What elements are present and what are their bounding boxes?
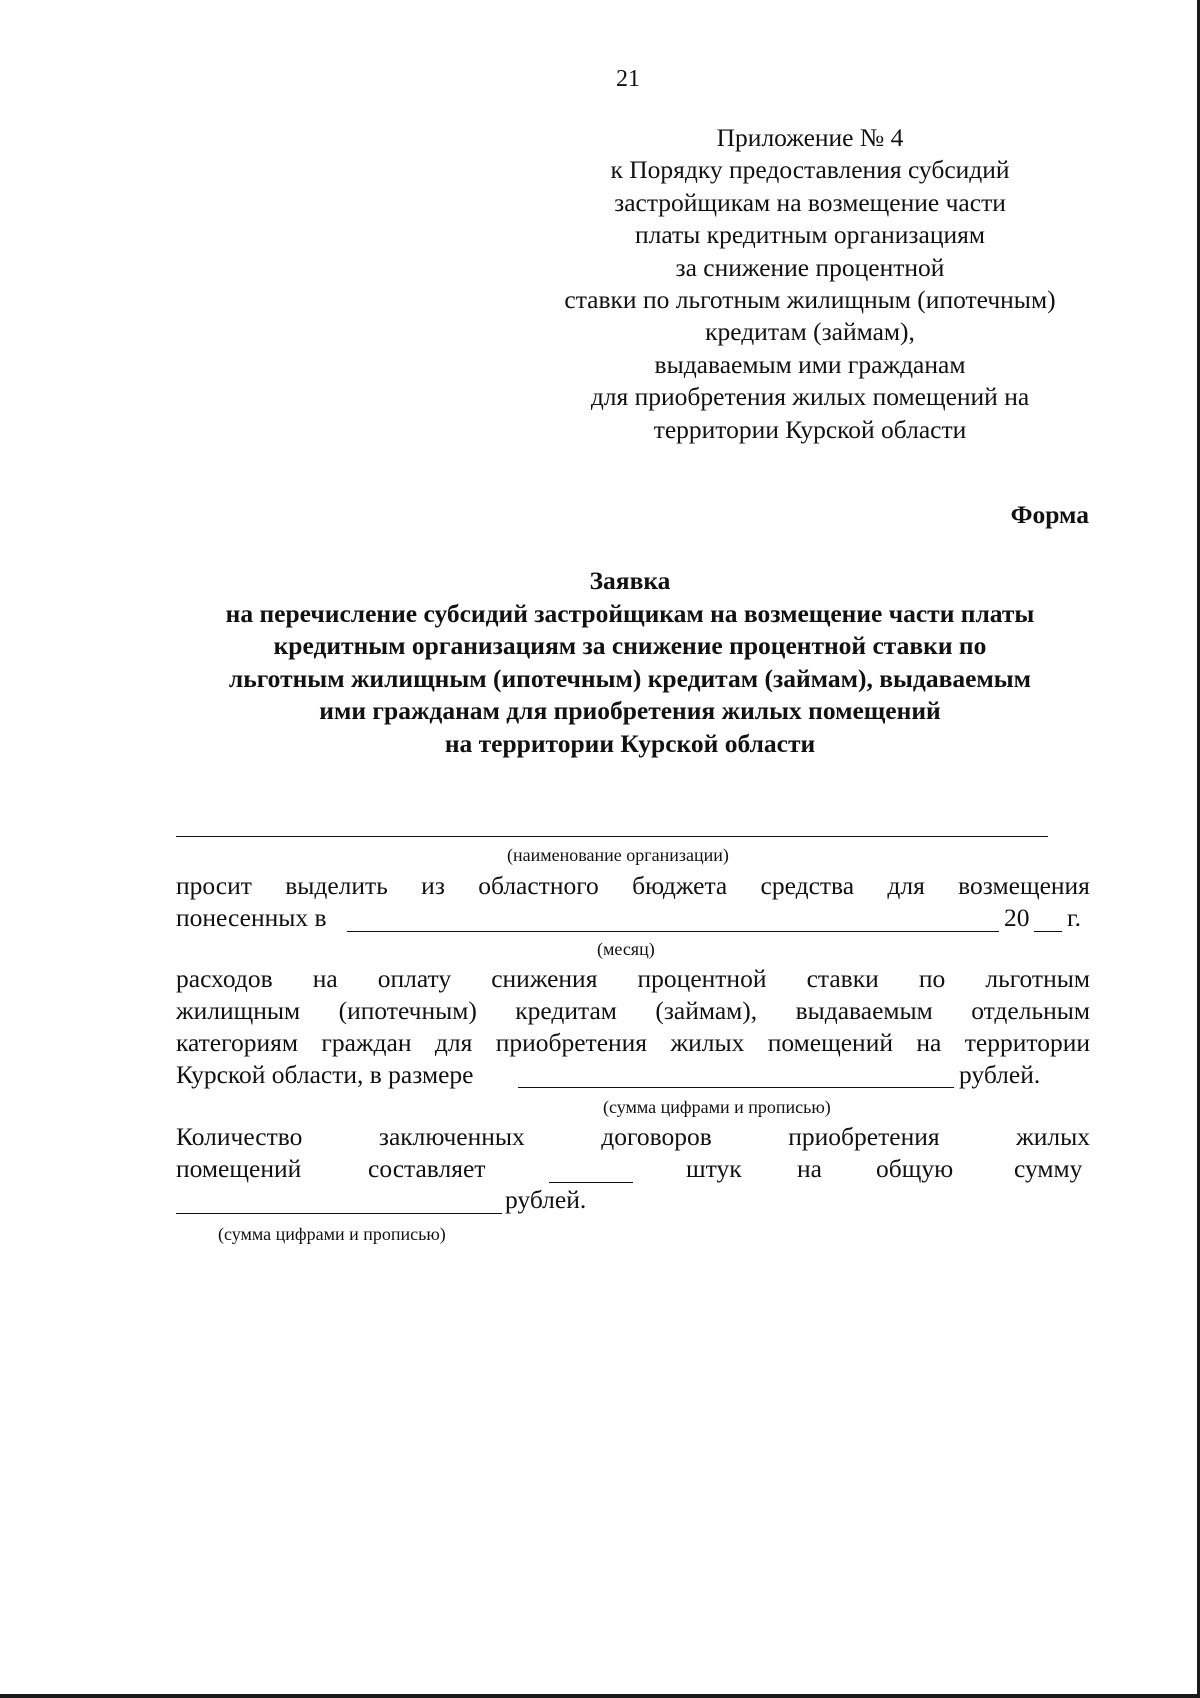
document-title: [140, 565, 1120, 760]
body-word: заключенных: [378, 1122, 525, 1151]
body-word: договоров: [601, 1122, 712, 1151]
appendix-line: для приобретения жилых помещений на: [590, 382, 1030, 412]
body-line-2-left: понесенных в: [176, 903, 327, 932]
contracts-count-field[interactable]: [549, 1182, 633, 1183]
body-word: помещений: [767, 1028, 893, 1057]
organization-caption: (наименование организации): [507, 845, 729, 865]
body-word: для: [887, 871, 925, 900]
scan-border-bottom: [0, 1694, 1200, 1698]
body-word: средства: [760, 871, 855, 900]
body-word: (займам),: [655, 996, 758, 1025]
title-line: Заявка: [589, 566, 671, 595]
title-line: льготным жилищным (ипотечным) кредитам (займам), выдаваемым: [228, 663, 1032, 693]
month-field[interactable]: [347, 931, 999, 932]
body-word: выдаваемым: [795, 996, 933, 1025]
body-word: жилищным: [176, 996, 301, 1025]
appendix-line: выдаваемым ими гражданам: [654, 349, 966, 379]
body-line-6-left: Курской области, в размере: [176, 1060, 474, 1089]
body-line-7: [176, 1121, 1090, 1153]
body-word: приобретения: [495, 1028, 648, 1057]
body-line-1: [176, 870, 1090, 902]
title-line: кредитным организациям за снижение процентной ставки по: [273, 631, 987, 660]
total-amount-field[interactable]: [176, 1213, 502, 1214]
appendix-line: Приложение № 4: [716, 123, 904, 152]
body-word: льготным: [985, 964, 1090, 993]
amount-caption-1: (сумма цифрами и прописью): [603, 1097, 831, 1117]
body-word: оплату: [377, 964, 452, 993]
body-word: помещений: [176, 1154, 302, 1183]
body-word: на: [916, 1028, 942, 1057]
body-word: (ипотечным): [338, 996, 477, 1025]
body-word: жилых: [670, 1028, 745, 1057]
appendix-line: кредитам (займам),: [705, 317, 915, 347]
body-word: составляет: [368, 1154, 486, 1183]
body-word: общую: [876, 1154, 954, 1183]
body-word: снижения: [491, 964, 598, 993]
body-word: Количество: [176, 1122, 303, 1151]
body-word: возмещения: [958, 871, 1090, 900]
body-word: приобретения: [788, 1122, 940, 1151]
appendix-line: ставки по льготным жилищным (ипотечным): [564, 285, 1056, 315]
appendix-line: территории Курской области: [653, 414, 967, 444]
body-line-9-right: рублей.: [505, 1185, 587, 1214]
body-word: жилых: [1016, 1122, 1090, 1151]
title-line: на перечисление субсидий застройщикам на возмещение части платы: [225, 598, 1035, 628]
body-word: территории: [964, 1028, 1090, 1057]
body-word: отдельным: [971, 996, 1090, 1025]
body-word: выделить: [285, 871, 388, 900]
body-line-4: [176, 995, 1090, 1027]
body-word: процентной: [637, 964, 767, 993]
appendix-line: за снижение процентной: [675, 252, 945, 282]
body-line-5: [176, 1027, 1090, 1059]
body-word: расходов: [176, 964, 273, 993]
body-word: штук: [686, 1154, 742, 1183]
body-word: областного: [478, 871, 599, 900]
appendix-line: застройщикам на возмещение части: [614, 187, 1006, 217]
body-word: просит: [176, 871, 252, 900]
year-prefix: 20: [1004, 903, 1030, 932]
organization-name-field[interactable]: [176, 836, 1048, 837]
form-label: Форма: [1010, 500, 1089, 529]
appendix-line: к Порядку предоставления субсидий: [610, 155, 1010, 185]
appendix-line: платы кредитным организациям: [635, 220, 985, 250]
year-field[interactable]: [1034, 931, 1062, 932]
body-word: категориям: [176, 1028, 298, 1057]
body-word: ставки: [806, 964, 879, 993]
page-number: 21: [616, 66, 640, 92]
title-line: ими гражданам для приобретения жилых помещений: [319, 696, 941, 725]
body-word: кредитам: [515, 996, 617, 1025]
body-word: для: [434, 1028, 473, 1057]
title-line: на территории Курской области: [444, 728, 816, 758]
body-line-3: [176, 963, 1090, 995]
month-caption: (месяц): [597, 939, 655, 959]
body-line-6-right: рублей.: [959, 1060, 1041, 1089]
amount-caption-2: (сумма цифрами и прописью): [218, 1224, 446, 1244]
amount-field[interactable]: [518, 1087, 954, 1088]
body-word: бюджета: [632, 871, 728, 900]
body-word: из: [421, 871, 445, 900]
body-word: сумму: [1014, 1154, 1083, 1183]
appendix-header: [510, 122, 1110, 446]
body-word: на: [797, 1154, 822, 1183]
body-word: по: [918, 964, 946, 993]
body-word: на: [312, 964, 338, 993]
body-word: граждан: [321, 1028, 412, 1057]
year-suffix: г.: [1067, 903, 1081, 932]
